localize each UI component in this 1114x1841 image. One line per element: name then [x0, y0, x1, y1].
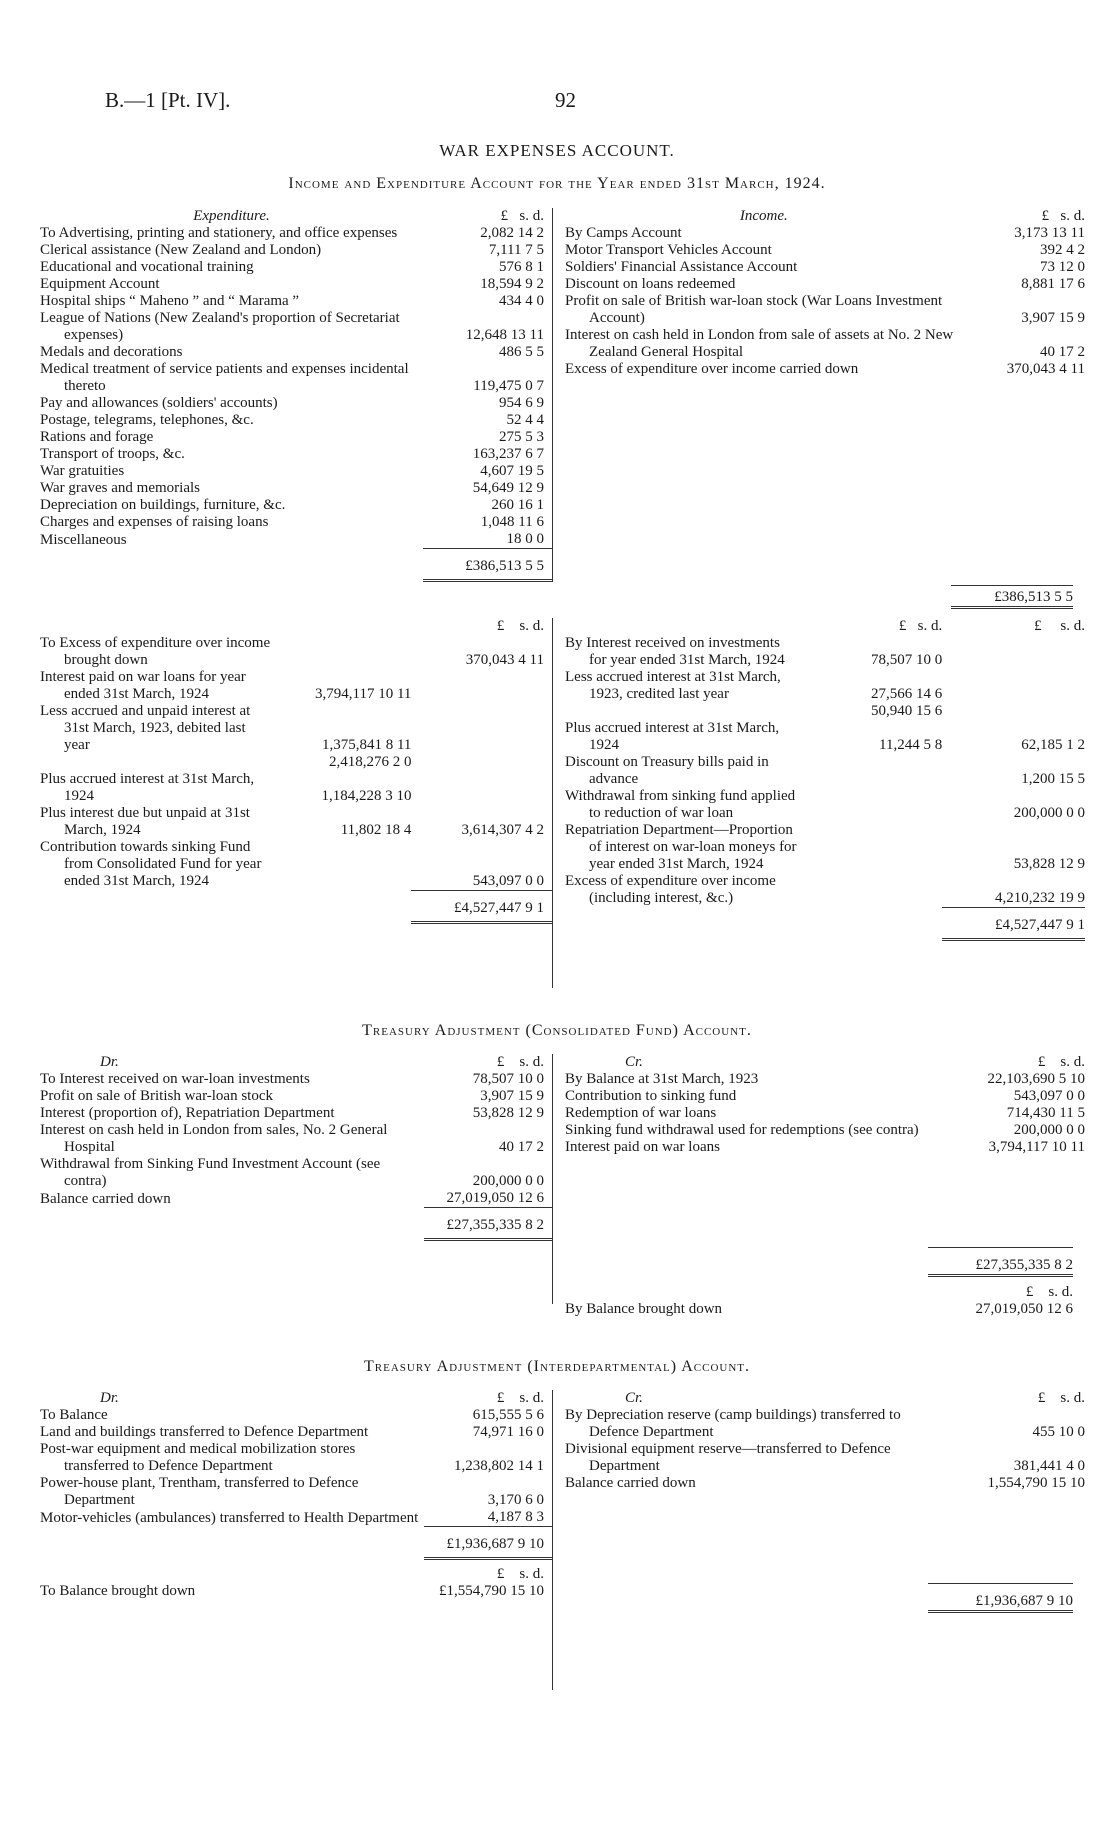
currency-heading: £ s. d. — [1037, 1390, 1085, 1406]
line-subamount — [800, 822, 943, 873]
expenditure-heading: Expenditure. — [193, 208, 270, 224]
consolidated-fund-title: Treasury Adjustment (Consolidated Fund) Account. — [362, 1022, 752, 1039]
account-line — [40, 805, 552, 839]
line-description: Discount on loans redeemed — [565, 276, 736, 292]
line-description: Balance carried down — [40, 1190, 171, 1207]
interest-debit-total: £4,527,447 9 1 — [411, 890, 552, 922]
interdepartmental-debit-table — [40, 1390, 552, 1600]
account-line — [565, 703, 1085, 720]
line-description: Post-war equipment and medical mobilization stores transferred to Defence Department — [40, 1441, 356, 1474]
line-amount: 486 5 5 — [499, 344, 544, 360]
line-description: War gratuities — [40, 463, 125, 479]
line-amount: 22,103,690 5 10 — [987, 1071, 1085, 1087]
line-description: To Advertising, printing and stationery, and office expenses — [40, 225, 398, 241]
line-amount: 119,475 0 7 — [473, 378, 544, 394]
account-line — [565, 788, 1085, 822]
line-amount: 27,019,050 12 6 — [446, 1190, 544, 1206]
line-amount: 3,173 13 11 — [1014, 225, 1085, 241]
line-description: To Interest received on war-loan investments — [40, 1071, 310, 1087]
balance-brought-down-amount: £1,554,790 15 10 — [439, 1583, 544, 1599]
income-column — [553, 208, 1090, 605]
consolidated-credit-total: £27,355,335 8 2 — [928, 1247, 1073, 1277]
account-line — [565, 225, 1085, 242]
currency-heading: £ s. d. — [1041, 208, 1085, 224]
line-amount — [942, 635, 1085, 669]
account-line — [40, 1424, 552, 1441]
line-description: Divisional equipment reserve—transferred to Defence Department — [565, 1441, 891, 1474]
line-amount: 1,048 11 6 — [480, 514, 544, 530]
line-description: Motor-vehicles (ambulances) transferred to Health Department — [40, 1509, 419, 1526]
account-line — [40, 412, 552, 429]
line-description: Profit on sale of British war-loan stock — [40, 1088, 273, 1104]
account-line — [565, 720, 1085, 754]
consolidated-credit-table — [565, 1054, 1085, 1156]
line-amount: 200,000 0 0 — [1013, 1122, 1085, 1138]
line-subamount — [271, 635, 412, 669]
line-description: Charges and expenses of raising loans — [40, 514, 269, 530]
line-amount: 4,607 19 5 — [480, 463, 544, 479]
line-description: Hospital ships “ Maheno ” and “ Marama ” — [40, 293, 300, 309]
line-amount: 73 12 0 — [1040, 259, 1085, 275]
line-description: Land and buildings transferred to Defence Department — [40, 1424, 369, 1440]
line-description: Less accrued and unpaid interest at 31st March, 1923, debited last year — [40, 703, 251, 753]
line-subamount — [271, 839, 412, 890]
consolidated-debit-table — [40, 1054, 552, 1241]
line-amount — [411, 703, 552, 754]
line-description: League of Nations (New Zealand's proportion of Secretariat expenses) — [40, 310, 400, 343]
line-subamount: 11,244 5 8 — [879, 737, 943, 753]
line-amount — [411, 669, 552, 703]
line-description: Plus accrued interest at 31st March, 1924 — [565, 720, 780, 753]
line-amount: 200,000 0 0 — [1013, 805, 1085, 821]
line-amount: 434 4 0 — [499, 293, 544, 309]
line-amount: 74,971 16 0 — [472, 1424, 544, 1440]
account-title: WAR EXPENSES ACCOUNT. — [439, 141, 675, 160]
line-amount — [942, 669, 1085, 703]
account-line — [40, 310, 552, 344]
line-description: Withdrawal from Sinking Fund Investment Account (see contra) — [40, 1156, 381, 1189]
account-line — [40, 1475, 552, 1509]
account-line — [40, 669, 552, 703]
account-line — [40, 344, 552, 361]
line-amount: 370,043 4 11 — [1006, 361, 1085, 377]
line-description: To Balance — [40, 1407, 108, 1423]
currency-heading: £ s. d. — [496, 1390, 544, 1406]
account-line — [40, 531, 552, 549]
line-amount: 163,237 6 7 — [472, 446, 544, 462]
consolidated-fund-section — [40, 1054, 1090, 1317]
line-description: Interest on cash held in London from sale of assets at No. 2 New Zealand General Hospital — [565, 327, 954, 360]
line-subamount: 78,507 10 0 — [870, 652, 943, 668]
income-table — [565, 208, 1085, 378]
currency-heading: £ s. d. — [1025, 1284, 1073, 1300]
consolidated-debit-total: £27,355,335 8 2 — [424, 1208, 552, 1240]
line-description: Sinking fund withdrawal used for redemptions (see contra) — [565, 1122, 919, 1138]
line-amount: 3,794,117 10 11 — [988, 1139, 1085, 1155]
expenditure-total: £386,513 5 5 — [423, 549, 552, 581]
line-amount: 543,097 0 0 — [1013, 1088, 1085, 1104]
line-amount: 200,000 0 0 — [472, 1173, 544, 1189]
account-line — [40, 703, 552, 754]
line-description: Interest paid on war loans for year ended 31st March, 1924 — [40, 669, 246, 702]
account-line — [40, 754, 552, 771]
line-description: Balance carried down — [565, 1475, 696, 1491]
line-amount: 260 16 1 — [491, 497, 544, 513]
account-line — [565, 822, 1085, 873]
line-description: Educational and vocational training — [40, 259, 254, 275]
line-subamount — [800, 788, 943, 822]
line-amount: 455 10 0 — [1032, 1424, 1085, 1440]
line-subamount: 11,802 18 4 — [340, 822, 412, 838]
interdepartmental-credit-column — [553, 1390, 1090, 1690]
account-line — [565, 1475, 1085, 1492]
line-amount: 3,907 15 9 — [480, 1088, 544, 1104]
line-description: Contribution to sinking fund — [565, 1088, 737, 1104]
line-description: Interest paid on war loans — [565, 1139, 720, 1155]
line-description: Medical treatment of service patients and expenses incidental thereto — [40, 361, 409, 394]
currency-heading: £ s. d. — [496, 618, 544, 634]
line-amount: 1,200 15 5 — [1021, 771, 1085, 787]
interdepartmental-title: Treasury Adjustment (Interdepartmental) Account. — [363, 1358, 750, 1375]
account-line — [565, 293, 1085, 327]
debit-heading: Dr. — [100, 1054, 119, 1070]
balance-brought-down-label: By Balance brought down — [565, 1301, 723, 1317]
line-description: Interest (proportion of), Repatriation Department — [40, 1105, 335, 1121]
line-amount: 392 4 2 — [1040, 242, 1085, 258]
line-amount: 8,881 17 6 — [1021, 276, 1085, 292]
line-subamount — [800, 873, 943, 907]
page-number: 92 — [555, 88, 576, 112]
currency-heading: £ s. d. — [496, 1054, 544, 1070]
account-line — [565, 635, 1085, 669]
account-line — [565, 242, 1085, 259]
line-subamount: 1,184,228 3 10 — [321, 788, 412, 804]
line-description: Contribution towards sinking Fund from Consolidated Fund for year ended 31st March, 1924 — [40, 839, 262, 889]
line-amount: 615,555 5 6 — [472, 1407, 544, 1423]
account-line — [565, 754, 1085, 788]
line-amount: 954 6 9 — [499, 395, 544, 411]
account-line — [40, 1407, 552, 1424]
line-amount: 3,614,307 4 2 — [461, 822, 544, 838]
interest-debit-column — [40, 618, 553, 988]
interest-debit-table — [40, 618, 552, 924]
line-description: Plus accrued interest at 31st March, 1924 — [40, 771, 255, 804]
account-line — [40, 771, 552, 805]
line-description: Repatriation Department—Proportion of interest on war-loan moneys for year ended 31st March, 1924 — [565, 822, 797, 872]
line-description: Discount on Treasury bills paid in advance — [565, 754, 769, 787]
account-line — [40, 361, 552, 395]
account-line — [40, 446, 552, 463]
line-amount: 40 17 2 — [1040, 344, 1085, 360]
line-amount: 4,187 8 3 — [487, 1509, 544, 1525]
currency-heading: £ s. d. — [496, 1566, 544, 1582]
account-subtitle: Income and Expenditure Account for the Year ended 31st March, 1924. — [288, 175, 826, 192]
balance-brought-down-label: To Balance brought down — [40, 1583, 196, 1599]
account-line — [565, 361, 1085, 378]
account-line — [565, 1071, 1085, 1088]
account-line — [40, 1088, 552, 1105]
account-line — [40, 1105, 552, 1122]
line-amount: 1,238,802 14 1 — [454, 1458, 544, 1474]
line-subamount: 2,418,276 2 0 — [328, 754, 412, 770]
interdepartmental-debit-column — [40, 1390, 553, 1690]
line-description: Motor Transport Vehicles Account — [565, 242, 772, 258]
line-subamount: 1,375,841 8 11 — [321, 737, 412, 753]
account-line — [565, 276, 1085, 293]
line-description: Postage, telegrams, telephones, &c. — [40, 412, 254, 428]
account-line — [565, 1139, 1085, 1156]
line-description: Excess of expenditure over income (including interest, &c.) — [565, 873, 776, 906]
income-expenditure-section — [40, 208, 1090, 605]
line-amount: 3,170 6 0 — [487, 1492, 544, 1508]
line-amount: 576 8 1 — [499, 259, 544, 275]
line-description: Transport of troops, &c. — [40, 446, 185, 462]
account-line — [565, 1105, 1085, 1122]
line-amount: 543,097 0 0 — [472, 872, 544, 889]
line-description: Depreciation on buildings, furniture, &c. — [40, 497, 286, 513]
line-description: By Balance at 31st March, 1923 — [565, 1071, 759, 1087]
interdepartmental-debit-total: £1,936,687 9 10 — [424, 1527, 552, 1559]
account-line — [565, 1407, 1085, 1441]
account-line — [40, 480, 552, 497]
line-amount — [942, 703, 1085, 720]
line-amount: 18,594 9 2 — [480, 276, 544, 292]
account-line — [565, 259, 1085, 276]
line-subamount — [800, 754, 943, 788]
line-description: Power-house plant, Trentham, transferred to Defence Department — [40, 1475, 359, 1508]
account-line — [40, 1071, 552, 1088]
expenditure-column — [40, 208, 553, 582]
account-line — [565, 669, 1085, 703]
line-amount: 53,828 12 9 — [1013, 856, 1085, 872]
account-line — [565, 1122, 1085, 1139]
line-subamount: 50,940 15 6 — [870, 703, 943, 719]
account-line — [40, 1441, 552, 1475]
account-line — [40, 514, 552, 531]
line-description: Miscellaneous — [40, 531, 127, 548]
account-line — [565, 873, 1085, 907]
line-description: Clerical assistance (New Zealand and London) — [40, 242, 322, 258]
line-amount: 18 0 0 — [506, 531, 544, 547]
income-total: £386,513 5 5 — [951, 585, 1073, 609]
line-amount: 1,554,790 15 10 — [987, 1475, 1085, 1491]
consolidated-credit-column — [553, 1054, 1090, 1317]
line-amount: 370,043 4 11 — [465, 652, 544, 668]
line-amount: 4,210,232 19 9 — [995, 889, 1085, 906]
line-amount — [411, 754, 552, 771]
interdepartmental-credit-total: £1,936,687 9 10 — [928, 1583, 1073, 1613]
interest-section — [40, 618, 1090, 988]
consolidated-debit-column — [40, 1054, 553, 1304]
sub-currency-heading — [271, 618, 412, 635]
currency-heading: £ s. d. — [1037, 1054, 1085, 1070]
currency-heading: £ s. d. — [500, 208, 544, 224]
line-amount: 3,907 15 9 — [1021, 310, 1085, 326]
line-description: Profit on sale of British war-loan stock (War Loans Investment Account) — [565, 293, 943, 326]
line-description: Excess of expenditure over income carried down — [565, 361, 859, 377]
line-description: By Camps Account — [565, 225, 682, 241]
account-line — [40, 276, 552, 293]
line-description: By Interest received on investments for year ended 31st March, 1924 — [565, 635, 785, 668]
line-description: Plus interest due but unpaid at 31st March, 1924 — [40, 805, 250, 838]
account-line — [565, 1441, 1085, 1475]
account-line — [40, 497, 552, 514]
account-line — [40, 1122, 552, 1156]
line-amount: 714,430 11 5 — [1006, 1105, 1085, 1121]
line-description: Pay and allowances (soldiers' accounts) — [40, 395, 278, 411]
line-subamount: 27,566 14 6 — [870, 686, 943, 702]
account-line — [565, 1088, 1085, 1105]
income-heading: Income. — [739, 208, 788, 224]
line-amount: 12,648 13 11 — [465, 327, 544, 343]
balance-brought-down-amount: 27,019,050 12 6 — [975, 1301, 1073, 1317]
credit-heading: Cr. — [625, 1054, 643, 1070]
interest-credit-total: £4,527,447 9 1 — [942, 907, 1085, 939]
line-description: Rations and forage — [40, 429, 154, 445]
debit-heading: Dr. — [100, 1390, 119, 1406]
line-description: Equipment Account — [40, 276, 160, 292]
account-line — [40, 225, 552, 242]
line-amount: 7,111 7 5 — [488, 242, 544, 258]
interdepartmental-credit-table — [565, 1390, 1085, 1492]
credit-heading: Cr. — [625, 1390, 643, 1406]
document-reference: B.—1 [Pt. IV]. — [105, 88, 231, 112]
account-line — [40, 395, 552, 412]
interest-credit-table — [565, 618, 1085, 941]
line-description: War graves and memorials — [40, 480, 200, 496]
line-amount: 78,507 10 0 — [472, 1071, 544, 1087]
account-line — [40, 429, 552, 446]
account-line — [40, 635, 552, 669]
line-description: Interest on cash held in London from sales, No. 2 General Hospital — [40, 1122, 388, 1155]
line-amount: 62,185 1 2 — [1021, 737, 1085, 753]
line-amount: 275 5 3 — [499, 429, 544, 445]
line-amount: 54,649 12 9 — [472, 480, 544, 496]
expenditure-table — [40, 208, 552, 582]
line-description: Soldiers' Financial Assistance Account — [565, 259, 798, 275]
account-line — [40, 1190, 552, 1208]
account-line — [40, 1156, 552, 1190]
line-description: Less accrued interest at 31st March, 1923, credited last year — [565, 669, 781, 702]
account-line — [40, 242, 552, 259]
line-description: Withdrawal from sinking fund applied to reduction of war loan — [565, 788, 796, 821]
line-amount: 52 4 4 — [506, 412, 544, 428]
line-subamount: 3,794,117 10 11 — [315, 686, 412, 702]
account-line — [40, 1509, 552, 1527]
interest-credit-column — [553, 618, 1090, 988]
line-amount: 381,441 4 0 — [1013, 1458, 1085, 1474]
account-line — [40, 259, 552, 276]
line-amount — [411, 771, 552, 805]
line-description: Redemption of war loans — [565, 1105, 717, 1121]
line-description — [565, 703, 800, 720]
account-line — [40, 293, 552, 310]
account-line — [565, 327, 1085, 361]
sub-currency-heading: £ s. d. — [898, 618, 943, 634]
account-line — [40, 463, 552, 480]
line-amount: 40 17 2 — [499, 1139, 544, 1155]
line-description — [40, 754, 271, 771]
account-line — [40, 839, 552, 890]
line-amount: 53,828 12 9 — [472, 1105, 544, 1121]
line-description: Medals and decorations — [40, 344, 183, 360]
currency-heading: £ s. d. — [1034, 618, 1085, 634]
interdepartmental-section — [40, 1390, 1090, 1690]
line-amount: 2,082 14 2 — [480, 225, 544, 241]
line-description: To Excess of expenditure over income brought down — [40, 635, 271, 668]
line-description: By Depreciation reserve (camp buildings) transferred to Defence Department — [565, 1407, 901, 1440]
